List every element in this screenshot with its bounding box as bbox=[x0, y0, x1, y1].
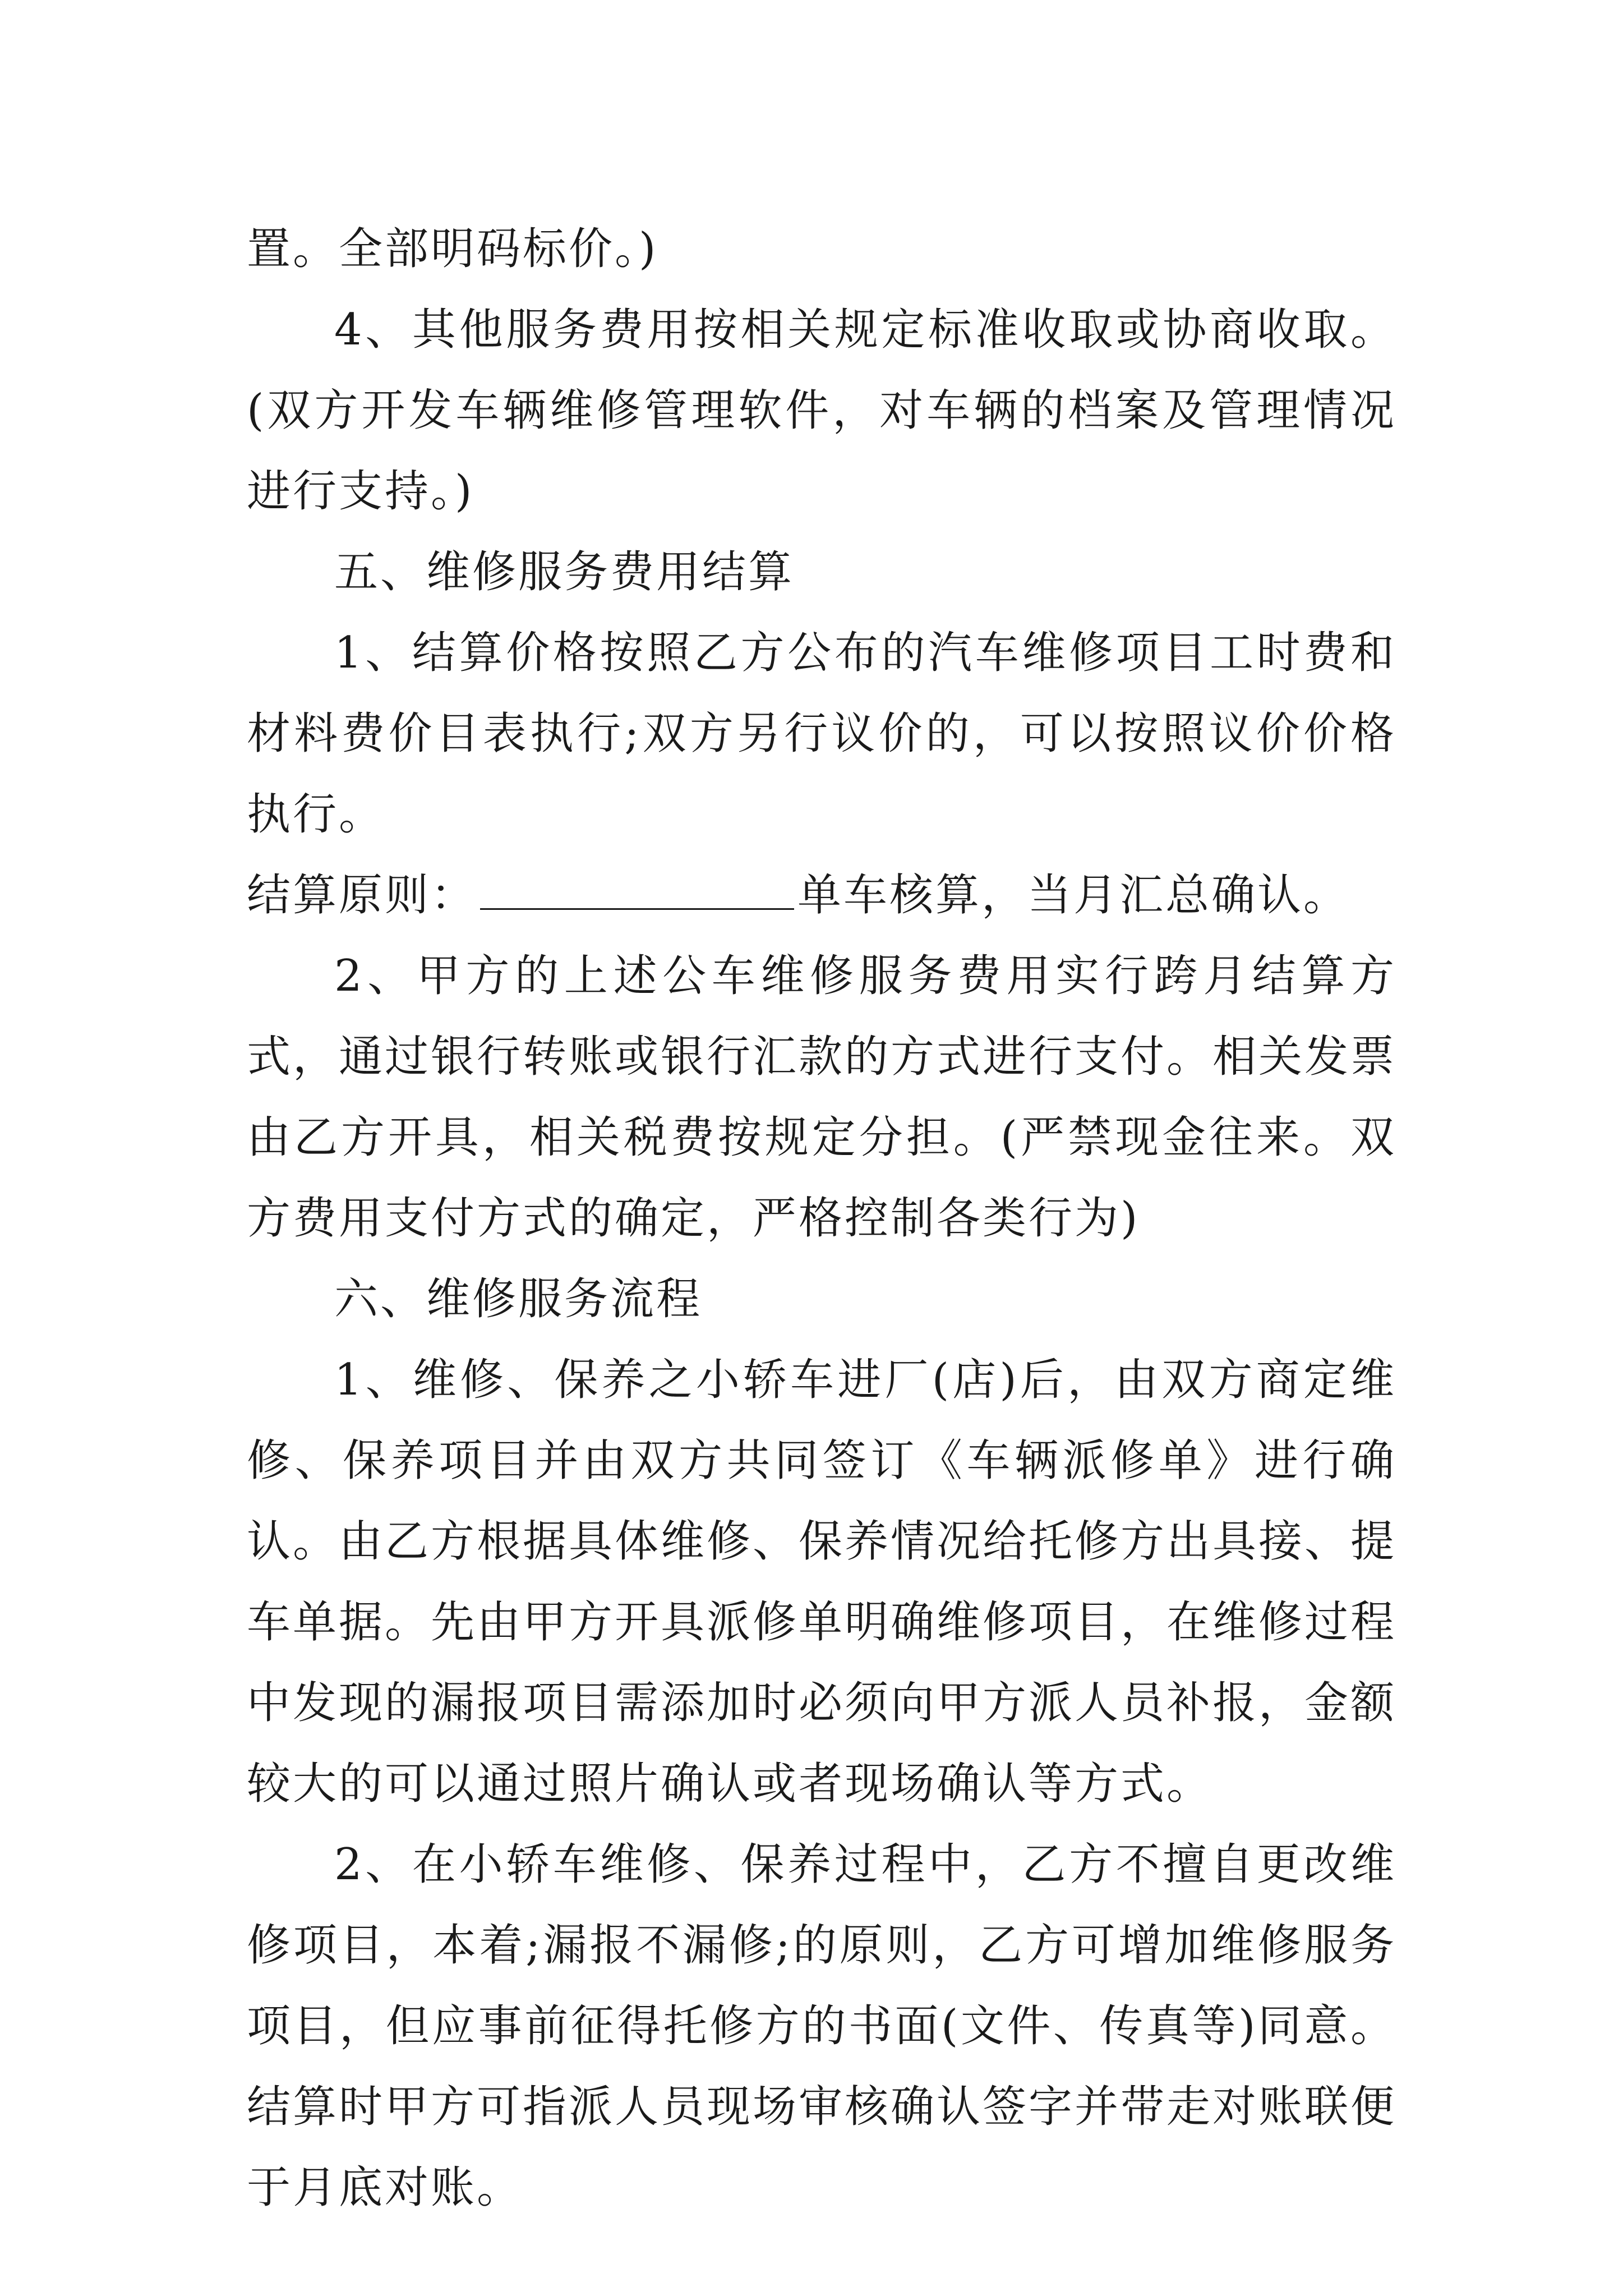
document-body bbox=[247, 209, 1396, 2228]
settlement-principle-text: 单车核算，当月汇总确认。 bbox=[797, 870, 1350, 921]
settlement-principle-label: 结算原则： bbox=[247, 870, 477, 921]
paragraph-payment-method: 2、甲方的上述公车维修服务费用实行跨月结算方式，通过银行转账或银行汇款的方式进行支付。相关发票由乙方开具，相关税费按规定分担。(严禁现金往来。双方费用支付方式的确定，严格控制各类行为) bbox=[247, 951, 1397, 1244]
paragraph-settlement-price: 1、结算价格按照乙方公布的汽车维修项目工时费和材料费价目表执行;双方另行议价的，可以按照议价价格执行。 bbox=[247, 628, 1396, 840]
paragraph-process-step-1: 1、维修、保养之小轿车进厂(店)后，由双方商定维修、保养项目并由双方共同签订《车辆派修单》进行确认。由乙方根据具体维修、保养情况给托修方出具接、提车单据。先由甲方开具派修单明确维修项目，在维修过程中发现的漏报项目需添加时必须向甲方派人员补报，金额较大的可以通过照片确认或者现场确认等方式。 bbox=[247, 1355, 1397, 1809]
paragraph-settlement-principle bbox=[247, 855, 1396, 936]
section-heading-process: 六、维修服务流程 bbox=[334, 1274, 703, 1324]
paragraph-continuation: 置。全部明码标价。) bbox=[247, 224, 658, 274]
paragraph-other-fees: 4、其他服务费用按相关规定标准收取或协商收取。(双方开发车辆维修管理软件，对车辆的档案及管理情况进行支持。) bbox=[247, 305, 1396, 517]
settlement-principle-blank bbox=[480, 869, 794, 910]
paragraph-process-step-2: 2、在小轿车维修、保养过程中，乙方不擅自更改维修项目，本着;漏报不漏修;的原则，乙方可增加维修服务项目，但应事前征得托修方的书面(文件、传真等)同意。结算时甲方可指派人员现场审核确认签字并带走对账联便于月底对账。 bbox=[247, 1839, 1397, 2213]
section-heading-settlement: 五、维修服务费用结算 bbox=[334, 547, 795, 597]
